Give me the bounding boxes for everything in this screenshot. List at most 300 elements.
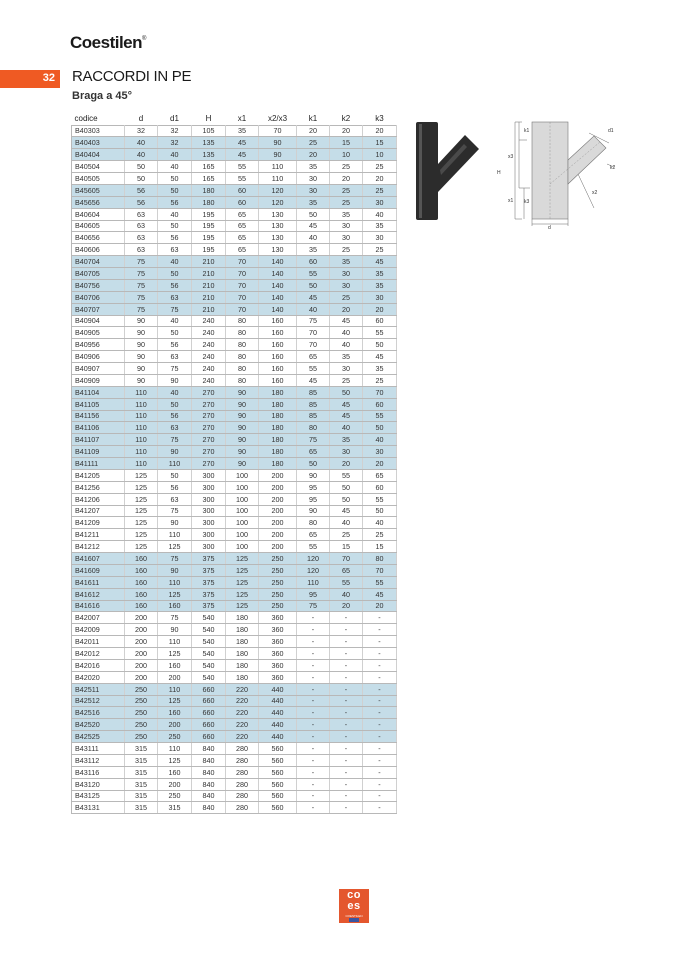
- table-cell: 75: [125, 279, 158, 291]
- table-cell: 50: [158, 398, 192, 410]
- table-cell: 25: [363, 184, 397, 196]
- table-cell: 95: [297, 481, 330, 493]
- table-cell: 135: [192, 149, 226, 161]
- product-code-cell: B40605: [72, 220, 125, 232]
- product-code-cell: B42016: [72, 659, 125, 671]
- table-row: [72, 232, 397, 244]
- column-header: x1: [237, 113, 247, 123]
- table-cell: 40: [125, 137, 158, 149]
- table-cell: 375: [192, 600, 226, 612]
- table-cell: 56: [158, 481, 192, 493]
- table-row: [72, 303, 397, 315]
- table-cell: 75: [125, 303, 158, 315]
- table-cell: 180: [259, 422, 297, 434]
- table-cell: 56: [158, 232, 192, 244]
- table-cell: 125: [226, 588, 259, 600]
- table-row: [72, 648, 397, 660]
- table-cell: -: [363, 743, 397, 755]
- table-cell: 50: [330, 481, 363, 493]
- table-cell: 220: [226, 707, 259, 719]
- table-cell: 540: [192, 624, 226, 636]
- table-cell: 125: [125, 481, 158, 493]
- table-cell: 30: [363, 291, 397, 303]
- table-cell: 200: [125, 659, 158, 671]
- label-H: H: [497, 170, 501, 176]
- table-cell: 180: [226, 671, 259, 683]
- table-cell: 50: [297, 279, 330, 291]
- table-cell: 45: [226, 149, 259, 161]
- table-cell: 75: [125, 268, 158, 280]
- product-code-cell: B40704: [72, 256, 125, 268]
- table-cell: -: [363, 612, 397, 624]
- table-cell: 100: [226, 481, 259, 493]
- table-cell: 30: [330, 220, 363, 232]
- table-cell: 100: [226, 493, 259, 505]
- label-d1: d1: [608, 128, 614, 134]
- table-cell: 375: [192, 564, 226, 576]
- table-cell: 560: [259, 766, 297, 778]
- product-code-cell: B45605: [72, 184, 125, 196]
- table-cell: 85: [297, 398, 330, 410]
- table-cell: 840: [192, 802, 226, 814]
- table-cell: 90: [226, 398, 259, 410]
- table-cell: 50: [125, 161, 158, 173]
- table-cell: 250: [125, 683, 158, 695]
- product-code-cell: B43112: [72, 754, 125, 766]
- table-cell: 110: [158, 743, 192, 755]
- table-cell: 125: [226, 553, 259, 565]
- table-cell: 80: [226, 339, 259, 351]
- table-cell: 95: [297, 588, 330, 600]
- table-cell: 50: [125, 173, 158, 185]
- table-cell: 55: [226, 161, 259, 173]
- table-cell: 125: [125, 469, 158, 481]
- table-cell: 250: [125, 707, 158, 719]
- product-code-cell: B40705: [72, 268, 125, 280]
- column-header: k1: [308, 113, 318, 123]
- table-cell: 63: [158, 244, 192, 256]
- table-cell: 200: [125, 671, 158, 683]
- table-cell: 40: [125, 149, 158, 161]
- table-cell: -: [363, 790, 397, 802]
- table-cell: 280: [226, 802, 259, 814]
- table-cell: -: [297, 671, 330, 683]
- table-cell: 300: [192, 493, 226, 505]
- table-row: [72, 636, 397, 648]
- table-cell: 270: [192, 446, 226, 458]
- table-cell: 25: [363, 374, 397, 386]
- table-cell: 50: [297, 458, 330, 470]
- table-cell: 20: [363, 173, 397, 185]
- table-cell: 90: [158, 374, 192, 386]
- table-cell: 125: [125, 529, 158, 541]
- table-cell: 30: [330, 268, 363, 280]
- table-cell: 110: [125, 398, 158, 410]
- table-cell: -: [363, 671, 397, 683]
- table-cell: 160: [158, 659, 192, 671]
- table-cell: -: [297, 624, 330, 636]
- table-cell: 55: [226, 173, 259, 185]
- table-cell: 60: [226, 184, 259, 196]
- product-code-cell: B41212: [72, 541, 125, 553]
- table-cell: 180: [226, 636, 259, 648]
- table-cell: 315: [125, 778, 158, 790]
- table-cell: 180: [259, 386, 297, 398]
- product-code-cell: B42525: [72, 731, 125, 743]
- table-cell: 35: [226, 125, 259, 137]
- table-cell: 120: [297, 553, 330, 565]
- table-cell: 55: [363, 327, 397, 339]
- table-cell: 240: [192, 339, 226, 351]
- table-cell: 270: [192, 434, 226, 446]
- table-cell: 95: [297, 493, 330, 505]
- table-cell: 375: [192, 576, 226, 588]
- table-cell: 135: [192, 137, 226, 149]
- table-cell: 120: [259, 196, 297, 208]
- table-cell: -: [330, 612, 363, 624]
- table-cell: 100: [226, 505, 259, 517]
- table-cell: 120: [259, 184, 297, 196]
- table-cell: 30: [363, 446, 397, 458]
- product-code-cell: B42020: [72, 671, 125, 683]
- table-cell: 45: [363, 588, 397, 600]
- table-cell: 180: [226, 612, 259, 624]
- product-code-cell: B41104: [72, 386, 125, 398]
- table-cell: 540: [192, 636, 226, 648]
- table-row: [72, 208, 397, 220]
- table-cell: 90: [125, 339, 158, 351]
- table-cell: 45: [297, 374, 330, 386]
- table-cell: -: [330, 695, 363, 707]
- table-cell: 130: [259, 208, 297, 220]
- table-row: [72, 766, 397, 778]
- table-cell: 110: [297, 576, 330, 588]
- table-cell: 45: [363, 256, 397, 268]
- table-cell: 90: [259, 137, 297, 149]
- table-cell: 30: [330, 279, 363, 291]
- table-cell: 125: [125, 493, 158, 505]
- table-cell: 125: [158, 648, 192, 660]
- table-row: [72, 220, 397, 232]
- table-cell: 80: [226, 315, 259, 327]
- product-code-cell: B41616: [72, 600, 125, 612]
- section-subtitle: Braga a 45°: [72, 90, 133, 102]
- table-cell: 35: [330, 351, 363, 363]
- product-code-cell: B41609: [72, 564, 125, 576]
- table-cell: 110: [125, 410, 158, 422]
- table-cell: 210: [192, 303, 226, 315]
- table-row: [72, 196, 397, 208]
- table-cell: 85: [297, 410, 330, 422]
- table-cell: 20: [363, 125, 397, 137]
- table-cell: 540: [192, 659, 226, 671]
- product-code-cell: B43131: [72, 802, 125, 814]
- table-cell: 180: [259, 434, 297, 446]
- label-x2: x2: [592, 190, 598, 196]
- table-cell: 140: [259, 303, 297, 315]
- table-cell: 300: [192, 529, 226, 541]
- table-cell: 20: [330, 125, 363, 137]
- table-cell: 200: [158, 671, 192, 683]
- table-row: [72, 327, 397, 339]
- product-code-cell: B40303: [72, 125, 125, 137]
- table-cell: 70: [226, 256, 259, 268]
- table-cell: 50: [363, 505, 397, 517]
- table-cell: 25: [330, 196, 363, 208]
- table-cell: -: [297, 790, 330, 802]
- table-cell: 30: [330, 446, 363, 458]
- table-cell: 540: [192, 648, 226, 660]
- table-cell: 250: [125, 731, 158, 743]
- table-cell: 130: [259, 220, 297, 232]
- table-cell: 560: [259, 778, 297, 790]
- table-cell: 50: [363, 339, 397, 351]
- fitting-drawing: [532, 122, 606, 219]
- table-cell: 180: [259, 398, 297, 410]
- table-cell: 560: [259, 743, 297, 755]
- table-cell: -: [330, 707, 363, 719]
- product-table-container: [71, 112, 396, 814]
- label-k3: k3: [524, 199, 530, 205]
- table-cell: 100: [226, 529, 259, 541]
- brand-name: Coestilen: [70, 33, 143, 52]
- table-cell: 80: [297, 517, 330, 529]
- table-cell: 90: [297, 469, 330, 481]
- table-cell: 55: [297, 541, 330, 553]
- table-row: [72, 149, 397, 161]
- table-cell: 75: [158, 303, 192, 315]
- table-cell: 25: [363, 244, 397, 256]
- table-cell: 840: [192, 754, 226, 766]
- table-cell: 560: [259, 754, 297, 766]
- table-row: [72, 481, 397, 493]
- table-cell: 180: [192, 184, 226, 196]
- table-cell: -: [330, 778, 363, 790]
- table-cell: 210: [192, 256, 226, 268]
- product-code-cell: B40404: [72, 149, 125, 161]
- table-cell: 660: [192, 707, 226, 719]
- table-cell: 165: [192, 161, 226, 173]
- product-code-cell: B43116: [72, 766, 125, 778]
- table-cell: 60: [226, 196, 259, 208]
- table-row: [72, 184, 397, 196]
- table-cell: 250: [125, 695, 158, 707]
- table-row: [72, 719, 397, 731]
- product-code-cell: B43125: [72, 790, 125, 802]
- table-cell: 55: [363, 410, 397, 422]
- table-cell: 315: [125, 802, 158, 814]
- table-cell: 250: [125, 719, 158, 731]
- table-cell: 56: [158, 339, 192, 351]
- table-cell: 55: [363, 576, 397, 588]
- table-cell: -: [297, 731, 330, 743]
- table-cell: 40: [330, 327, 363, 339]
- product-code-cell: B42007: [72, 612, 125, 624]
- table-cell: 10: [363, 149, 397, 161]
- table-cell: 40: [297, 232, 330, 244]
- table-cell: 315: [125, 766, 158, 778]
- table-cell: 315: [125, 754, 158, 766]
- table-cell: 300: [192, 505, 226, 517]
- table-cell: 50: [330, 386, 363, 398]
- table-cell: -: [363, 659, 397, 671]
- table-cell: 40: [330, 422, 363, 434]
- table-cell: 90: [158, 564, 192, 576]
- page-number-tab: [0, 70, 60, 88]
- table-cell: 125: [158, 588, 192, 600]
- table-cell: 440: [259, 719, 297, 731]
- product-code-cell: B42011: [72, 636, 125, 648]
- table-cell: 56: [158, 196, 192, 208]
- table-cell: 25: [363, 161, 397, 173]
- table-cell: 210: [192, 279, 226, 291]
- table-cell: 70: [330, 553, 363, 565]
- table-cell: 35: [330, 434, 363, 446]
- table-row: [72, 256, 397, 268]
- table-cell: 100: [226, 541, 259, 553]
- table-cell: 20: [330, 600, 363, 612]
- table-cell: 70: [363, 564, 397, 576]
- table-cell: 75: [158, 434, 192, 446]
- table-cell: 40: [330, 339, 363, 351]
- table-cell: -: [297, 743, 330, 755]
- table-row: [72, 458, 397, 470]
- label-k1: k1: [524, 128, 530, 134]
- table-cell: 70: [297, 327, 330, 339]
- table-cell: -: [363, 766, 397, 778]
- table-cell: 60: [363, 398, 397, 410]
- table-cell: 540: [192, 671, 226, 683]
- table-row: [72, 707, 397, 719]
- product-code-cell: B42012: [72, 648, 125, 660]
- table-cell: 50: [158, 268, 192, 280]
- table-cell: -: [297, 719, 330, 731]
- table-cell: 280: [226, 766, 259, 778]
- table-cell: 110: [125, 434, 158, 446]
- table-cell: 30: [363, 196, 397, 208]
- table-cell: 45: [297, 220, 330, 232]
- table-row: [72, 731, 397, 743]
- table-row: [72, 564, 397, 576]
- table-cell: -: [330, 766, 363, 778]
- table-cell: 32: [158, 137, 192, 149]
- table-cell: 300: [192, 469, 226, 481]
- table-cell: 195: [192, 220, 226, 232]
- table-cell: 250: [158, 731, 192, 743]
- table-cell: 45: [330, 410, 363, 422]
- table-cell: 300: [192, 481, 226, 493]
- product-code-cell: B41207: [72, 505, 125, 517]
- table-row: [72, 422, 397, 434]
- table-cell: 375: [192, 588, 226, 600]
- table-row: [72, 754, 397, 766]
- table-cell: -: [363, 731, 397, 743]
- table-cell: 375: [192, 553, 226, 565]
- table-cell: 220: [226, 695, 259, 707]
- table-cell: 75: [125, 291, 158, 303]
- table-cell: -: [330, 671, 363, 683]
- table-cell: 195: [192, 208, 226, 220]
- table-cell: 35: [297, 161, 330, 173]
- table-cell: 90: [226, 386, 259, 398]
- table-row: [72, 612, 397, 624]
- table-cell: 200: [125, 648, 158, 660]
- table-cell: 90: [125, 327, 158, 339]
- table-cell: 80: [297, 422, 330, 434]
- table-cell: 200: [259, 493, 297, 505]
- table-cell: 270: [192, 458, 226, 470]
- footer-logo-tag: COESTILEN: [345, 914, 363, 918]
- product-code-cell: B41607: [72, 553, 125, 565]
- table-cell: 160: [259, 363, 297, 375]
- table-cell: 50: [158, 173, 192, 185]
- fitting-photo: [416, 122, 479, 220]
- table-cell: 75: [158, 612, 192, 624]
- table-cell: 35: [330, 256, 363, 268]
- table-cell: 45: [330, 315, 363, 327]
- table-cell: 63: [158, 291, 192, 303]
- product-code-cell: B40907: [72, 363, 125, 375]
- table-cell: 60: [363, 481, 397, 493]
- table-cell: -: [297, 778, 330, 790]
- table-cell: 35: [363, 279, 397, 291]
- column-header: H: [205, 113, 212, 123]
- label-x1: x1: [508, 198, 514, 204]
- table-cell: 180: [259, 458, 297, 470]
- table-cell: 90: [259, 149, 297, 161]
- table-cell: -: [330, 636, 363, 648]
- table-cell: -: [330, 659, 363, 671]
- table-cell: 25: [330, 291, 363, 303]
- table-cell: 360: [259, 636, 297, 648]
- table-cell: 63: [125, 232, 158, 244]
- table-cell: 250: [259, 564, 297, 576]
- table-cell: 160: [158, 707, 192, 719]
- product-code-cell: B41156: [72, 410, 125, 422]
- product-code-cell: B40505: [72, 173, 125, 185]
- table-cell: 40: [330, 588, 363, 600]
- table-cell: 315: [158, 802, 192, 814]
- table-row: [72, 695, 397, 707]
- product-code-cell: B42516: [72, 707, 125, 719]
- product-code-cell: B41105: [72, 398, 125, 410]
- product-code-cell: B42009: [72, 624, 125, 636]
- table-cell: 50: [158, 469, 192, 481]
- table-cell: 160: [259, 327, 297, 339]
- table-cell: -: [297, 648, 330, 660]
- table-cell: 75: [297, 434, 330, 446]
- table-cell: 45: [297, 291, 330, 303]
- table-cell: 315: [125, 790, 158, 802]
- table-cell: 20: [330, 173, 363, 185]
- product-code-cell: B41106: [72, 422, 125, 434]
- table-cell: 130: [259, 244, 297, 256]
- table-cell: 55: [297, 268, 330, 280]
- table-cell: 110: [158, 529, 192, 541]
- table-row: [72, 434, 397, 446]
- table-cell: 125: [158, 541, 192, 553]
- table-row: [72, 291, 397, 303]
- table-cell: 32: [158, 125, 192, 137]
- table-cell: -: [297, 707, 330, 719]
- table-cell: 15: [363, 137, 397, 149]
- table-cell: 270: [192, 386, 226, 398]
- table-row: [72, 517, 397, 529]
- product-code-cell: B42511: [72, 683, 125, 695]
- table-cell: -: [297, 659, 330, 671]
- product-code-cell: B40906: [72, 351, 125, 363]
- table-cell: 40: [158, 149, 192, 161]
